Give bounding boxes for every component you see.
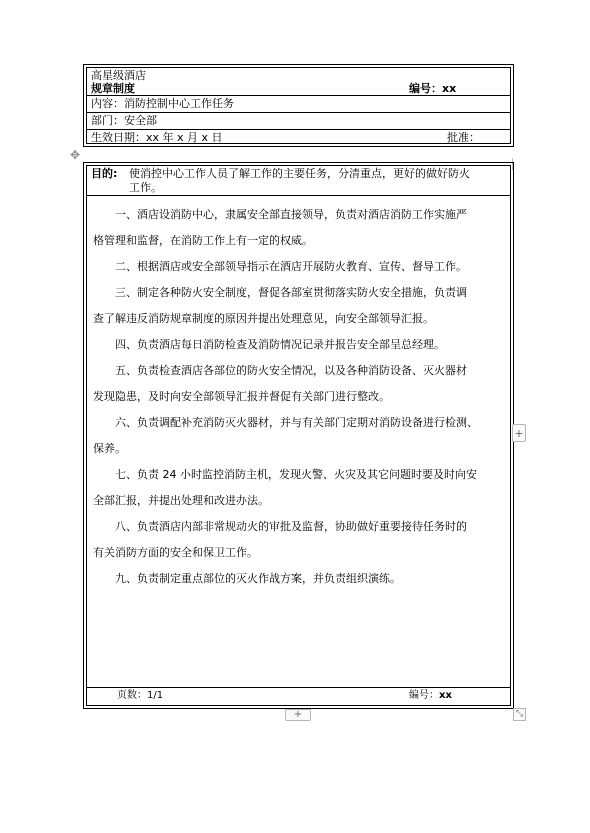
paragraph-line: 全部汇报，并提出处理和改进办法。 [93,494,269,507]
footer-row [87,688,510,705]
body-table-inner [86,165,511,706]
paragraph-line: 九、负责制定重点部位的灭火作战方案，并负责组织演练。 [93,572,401,585]
paragraph-line: 格管理和监督，在消防工作上有一定的权威。 [93,234,313,247]
header-table [83,64,514,147]
paragraph-line: 一、酒店设消防中心，隶属安全部直接领导，负责对酒店消防工作实施严 [93,208,467,221]
footer-code-value: xx [439,690,452,701]
add-row-button[interactable]: + [285,709,311,721]
doc-type: 规章制度 [91,82,135,95]
doc-department: 部门：安全部 [91,114,157,127]
paragraph-line: 七、负责 24 小时监控消防主机，发现火警、火灾及其它问题时要及时向安 [93,468,477,481]
doc-content: 内容：消防控制中心工作任务 [91,97,234,110]
doc-code: 编号：xx [409,82,457,95]
duties-content [87,195,510,688]
paragraph-line: 三、制定各种防火安全制度，督促各部室贯彻落实防火安全措施，负责调 [93,286,467,299]
paragraph-line: 有关消防方面的安全和保卫工作。 [93,546,258,559]
header-row-title [87,68,510,96]
resize-icon[interactable]: ⤡ [513,708,526,721]
paragraph-line: 发现隐患，及时向安全部领导汇报并督促有关部门进行整改。 [93,390,390,403]
footer-code-label: 编号： [409,690,439,701]
purpose-text-line1: 使消控中心工作人员了解工作的主要任务，分清重点，更好的做好防火 [129,167,470,180]
approval-label: 批准： [447,131,480,144]
header-row-date [87,130,510,145]
add-column-button[interactable]: + [512,424,526,442]
move-icon[interactable]: ✥ [69,148,81,162]
effective-date: 生效日期：xx 年 x 月 x 日 [91,131,223,144]
paragraph-line: 五、负责检查酒店各部位的防火安全情况，以及各种消防设备、灭火器材 [93,364,467,377]
page-count: 页数：1/1 [117,690,164,701]
hotel-name: 高星级酒店 [91,69,146,82]
paragraph-line: 二、根据酒店或安全部领导指示在酒店开展防火教育、宣传、督导工作。 [93,260,467,273]
body-table [83,162,514,709]
header-table-inner [86,67,511,144]
header-row-department [87,113,510,130]
purpose-row [87,166,510,196]
purpose-label: 目的: [91,167,118,180]
footer-code [409,689,452,702]
header-row-content [87,96,510,113]
purpose-text-line2: 工作。 [129,181,162,194]
paragraph-line: 查了解违反消防规章制度的原因并提出处理意见，向安全部领导汇报。 [93,312,434,325]
paragraph-line: 八、负责酒店内部非常规动火的审批及监督，协助做好重要接待任务时的 [93,520,467,533]
paragraph-line: 保养。 [93,442,126,455]
paragraph-line: 六、负责调配补充消防灭火器材，并与有关部门定期对消防设备进行检测、 [93,416,478,429]
paragraph-line: 四、负责酒店每日消防检查及消防情况记录并报告安全部呈总经理。 [93,338,445,351]
